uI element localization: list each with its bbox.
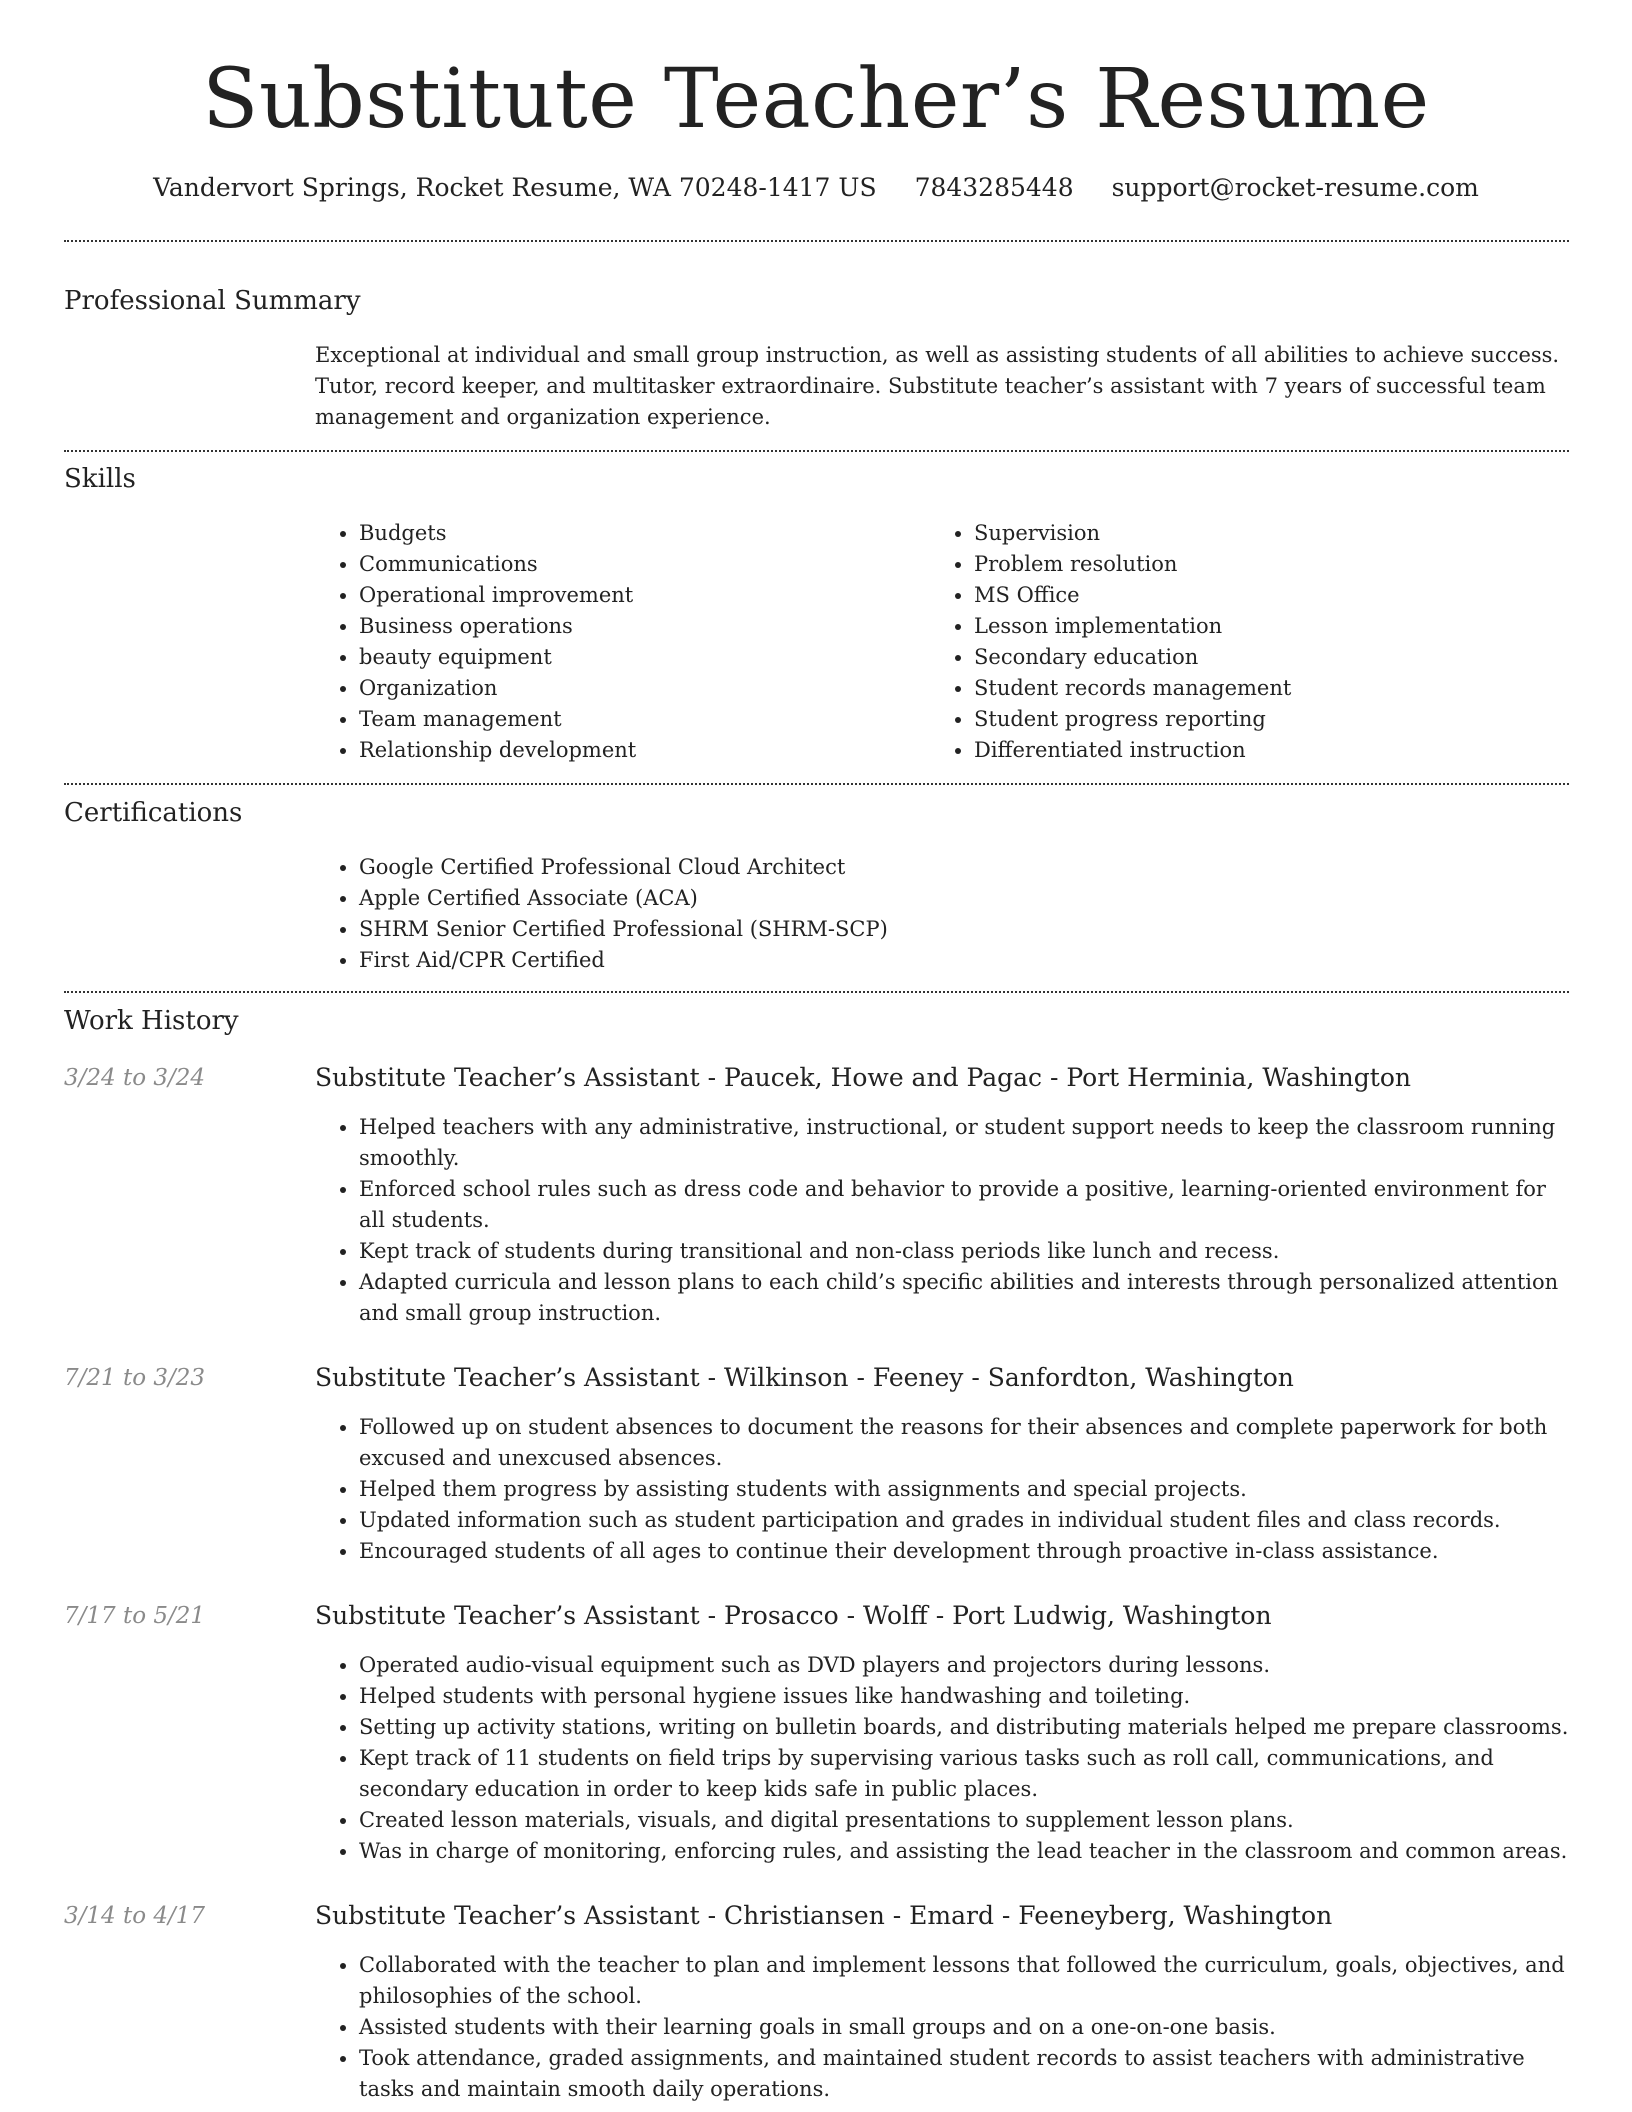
job-bullet: • Took attendance, graded assignments, and maintained student records to assist teachers with administrative tasks and maintain smooth daily operations. [359, 2043, 1569, 2105]
job-bullet: • Collaborated with the teacher to plan and implement lessons that followed the curriculum, goals, objectives, and philosophies of the school. [359, 1950, 1569, 2012]
work-history-heading: Work History [64, 1006, 239, 1036]
job-title: Substitute Teacher’s Assistant - Prosacco - Wolff - Port Ludwig, Washington [315, 1601, 1272, 1630]
contact-address: Vandervort Springs, Rocket Resume, WA 70248-1417 US [153, 173, 877, 202]
job-bullet: • Operated audio-visual equipment such as DVD players and projectors during lessons. [359, 1650, 1569, 1681]
skills-right-column [930, 518, 1550, 766]
skill-item: • Lesson implementation [974, 611, 1550, 642]
skill-item: • Student progress reporting [974, 704, 1550, 735]
contact-phone: 7843285448 [914, 173, 1074, 202]
skill-item: • Differentiated instruction [974, 735, 1550, 766]
resume-title: Substitute Teacher’s Resume [202, 52, 1430, 147]
job-bullet: • Helped teachers with any administrative, instructional, or student support needs to keep the classroom running smoothly. [359, 1112, 1569, 1174]
job-bullet: • Updated information such as student participation and grades in individual student files and class records. [359, 1505, 1569, 1536]
job-bullet: • Setting up activity stations, writing on bulletin boards, and distributing materials helped me prepare classrooms. [359, 1712, 1569, 1743]
contact-line [0, 170, 1632, 206]
job-bullet: • Followed up on student absences to document the reasons for their absences and complete paperwork for both excused and unexcused absences. [359, 1412, 1569, 1474]
job-dates: 3/14 to 4/17 [64, 1903, 206, 1929]
certification-item: • Apple Certified Associate (ACA) [359, 883, 1569, 914]
summary-heading: Professional Summary [64, 286, 361, 316]
job-dates: 7/17 to 5/21 [64, 1603, 206, 1629]
certification-item: • First Aid/CPR Certified [359, 945, 1569, 976]
job-bullet: • Kept track of 11 students on field trips by supervising various tasks such as roll call, communications, and secondary education in order to keep kids safe in public places. [359, 1743, 1569, 1805]
skill-item: • Problem resolution [974, 549, 1550, 580]
summary-text: Exceptional at individual and small group instruction, as well as assisting students of all abilities to achieve success. Tutor, record keeper, and multitasker extraordinaire. Substitute teacher’s assistant with 7 years of successful team management and organization experience. [315, 343, 1560, 429]
job-bullet: • Created lesson materials, visuals, and digital presentations to supplement lesson plans. [359, 1805, 1569, 1836]
job-bullets [315, 1950, 1569, 2105]
skill-item: • Budgets [359, 518, 915, 549]
job-dates: 7/21 to 3/23 [64, 1365, 206, 1391]
section-divider [64, 783, 1569, 785]
job-bullet: • Adapted curricula and lesson plans to each child’s specific abilities and interests through personalized attention and small group instruction. [359, 1267, 1569, 1329]
section-divider [64, 991, 1569, 993]
certifications-heading: Certifications [64, 798, 243, 828]
skill-item: • beauty equipment [359, 642, 915, 673]
contact-email: support@rocket-resume.com [1111, 173, 1479, 202]
skill-item: • Secondary education [974, 642, 1550, 673]
certification-item: • Google Certified Professional Cloud Architect [359, 852, 1569, 883]
job-title: Substitute Teacher’s Assistant - Paucek, Howe and Pagac - Port Herminia, Washington [315, 1063, 1411, 1092]
job-bullets [315, 1112, 1569, 1329]
job-bullet: • Encouraged students of all ages to continue their development through proactive in-class assistance. [359, 1536, 1569, 1567]
job-title: Substitute Teacher’s Assistant - Wilkinson - Feeney - Sanfordton, Washington [315, 1363, 1294, 1392]
skill-item: • Relationship development [359, 735, 915, 766]
job-bullet: • Assisted students with their learning goals in small groups and on a one-on-one basis. [359, 2012, 1569, 2043]
skills-heading: Skills [64, 464, 136, 494]
job-bullet: • Kept track of students during transitional and non-class periods like lunch and recess. [359, 1236, 1569, 1267]
job-bullet: • Helped them progress by assisting students with assignments and special projects. [359, 1474, 1569, 1505]
skill-item: • Operational improvement [359, 580, 915, 611]
skill-item: • Communications [359, 549, 915, 580]
certification-item: • SHRM Senior Certified Professional (SHRM-SCP) [359, 914, 1569, 945]
job-bullets [315, 1412, 1569, 1567]
skill-item: • Supervision [974, 518, 1550, 549]
section-divider [64, 240, 1569, 242]
job-bullet: • Was in charge of monitoring, enforcing rules, and assisting the lead teacher in the classroom and common areas. [359, 1836, 1569, 1867]
skill-item: • Business operations [359, 611, 915, 642]
section-divider [64, 450, 1569, 452]
certifications-list [315, 852, 1569, 976]
skill-item: • MS Office [974, 580, 1550, 611]
job-title: Substitute Teacher’s Assistant - Christiansen - Emard - Feeneyberg, Washington [315, 1901, 1333, 1930]
skill-item: • Organization [359, 673, 915, 704]
job-bullet: • Enforced school rules such as dress code and behavior to provide a positive, learning-oriented environment for all students. [359, 1174, 1569, 1236]
skill-item: • Team management [359, 704, 915, 735]
job-bullets [315, 1650, 1569, 1867]
skill-item: • Student records management [974, 673, 1550, 704]
skills-left-column [315, 518, 915, 766]
job-bullet: • Helped students with personal hygiene issues like handwashing and toileting. [359, 1681, 1569, 1712]
job-dates: 3/24 to 3/24 [64, 1065, 206, 1091]
